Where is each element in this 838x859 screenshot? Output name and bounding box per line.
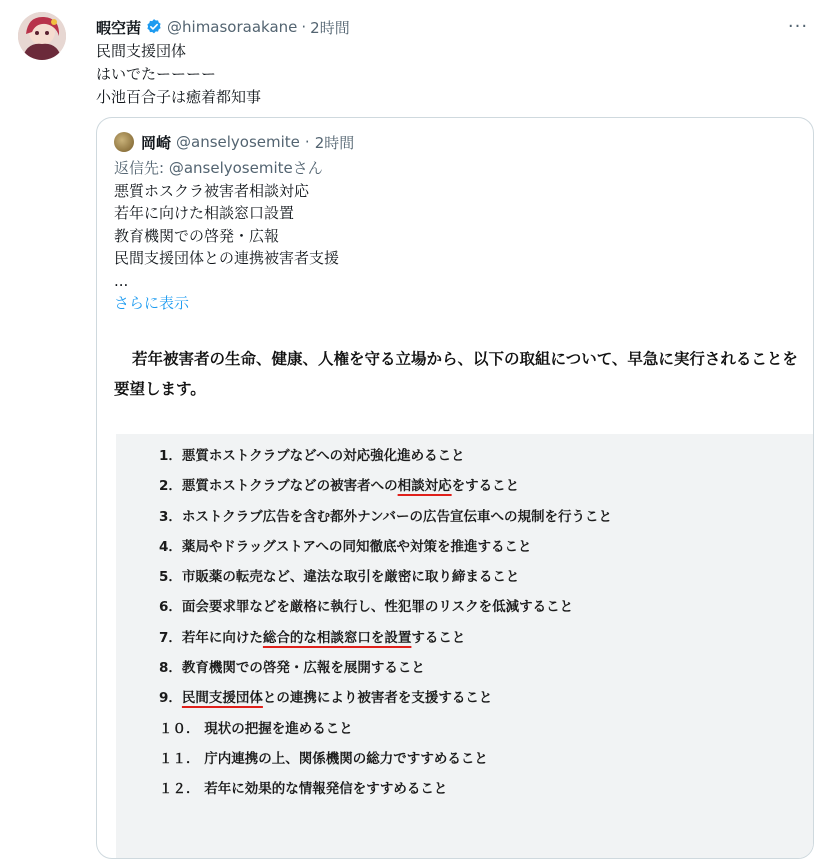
request-item-text: １０． 現状の把握を進めること — [159, 720, 353, 737]
request-item-text: 6．面会要求罪などを厳格に執行し、性犯罪のリスクを低減すること — [159, 599, 574, 616]
tweet-header — [96, 16, 350, 38]
request-list-item — [159, 562, 612, 592]
separator-dot: · — [304, 133, 310, 151]
author-display-name[interactable]: 暇空茜 — [96, 18, 142, 37]
request-list-item — [159, 744, 612, 774]
quoted-text-line: 教育機関での啓発・広報 — [114, 226, 280, 245]
reply-to-prefix: 返信先: — [114, 159, 169, 177]
quoted-tweet-timestamp: 2時間 — [314, 133, 355, 152]
underlined-phrase: 相談対応 — [397, 478, 452, 495]
show-more-link[interactable]: さらに表示 — [114, 294, 190, 312]
tweet-text-line: はいでたーーーー — [96, 65, 217, 83]
tweet-text — [96, 40, 261, 109]
quoted-author-avatar — [114, 132, 134, 152]
request-item-text: 1．悪質ホストクラブなどへの対応強化進めること — [159, 448, 465, 464]
reply-to-line — [114, 157, 339, 180]
separator-dot: · — [301, 18, 307, 36]
quoted-text-line: 悪質ホスクラ被害者相談対応 — [114, 181, 310, 200]
quoted-tweet-text — [114, 157, 339, 315]
request-list-item — [159, 502, 612, 532]
request-item-text: １２． 若年に効果的な情報発信をすすめること — [159, 781, 448, 798]
request-item-text: 3．ホストクラブ広告を含む都外ナンバーの広告宣伝車への規制を行うこと — [159, 508, 613, 525]
request-item-text: 7．若年に向けた — [159, 629, 263, 646]
request-item-text: 8．教育機関での啓発・広報を展開すること — [159, 660, 425, 677]
request-item-text: １１． 庁内連携の上、関係機関の総力ですすめること — [159, 750, 488, 767]
request-list-item — [159, 683, 612, 713]
author-avatar[interactable] — [18, 12, 66, 60]
request-list-item — [159, 471, 612, 501]
quoted-author-display-name: 岡崎 — [141, 133, 172, 152]
request-item-text: 4．薬局やドラッグストアへの同知徹底や対策を推進すること — [159, 538, 532, 555]
request-list-item — [159, 623, 612, 653]
request-list-item — [159, 774, 612, 804]
underlined-phrase: 民間支援団体 — [181, 690, 263, 707]
quoted-tweet-header — [141, 131, 354, 153]
request-list-item — [159, 532, 612, 562]
request-item-text: 9． — [159, 690, 182, 707]
request-item-text: をすること — [451, 478, 520, 495]
tweet-timestamp[interactable]: 2時間 — [310, 18, 350, 37]
request-item-text: との連携により被害者を支援すること — [262, 690, 493, 707]
request-item-text: 2．悪質ホストクラブなどの被害者への — [159, 478, 398, 495]
author-handle[interactable]: @himasoraakane — [167, 18, 298, 36]
reply-to-mention[interactable]: @anselyosemite — [168, 159, 293, 177]
tweet-text-line: 小池百合子は癒着都知事 — [96, 88, 262, 106]
quoted-author-handle: @anselyosemite — [176, 133, 300, 151]
verified-badge-icon — [145, 18, 163, 36]
request-list-item — [159, 653, 612, 683]
tweet-text-line: 民間支援団体 — [96, 42, 187, 60]
request-list-item — [159, 592, 612, 622]
request-list-item — [159, 441, 612, 471]
request-list-item — [159, 714, 612, 744]
underlined-phrase: 総合的な相談窓口を設置 — [262, 629, 412, 646]
more-horizontal-icon[interactable]: ··· — [787, 15, 809, 37]
quoted-text-ellipsis: ... — [114, 271, 129, 290]
quoted-text-line: 若年に向けた相談窓口設置 — [114, 204, 295, 222]
request-list — [159, 441, 612, 805]
request-item-text: 5．市販薬の転売など、違法な取引を厳密に取り締まること — [159, 569, 520, 586]
quoted-tweet[interactable] — [96, 117, 814, 859]
attached-image-request-list — [116, 434, 813, 859]
quoted-text-line: 民間支援団体との連携被害者支援 — [114, 249, 340, 267]
attached-image-lead-text: 若年被害者の生命、健康、人権を守る立場から、以下の取組について、早急に実行されることを要望します。 — [114, 350, 798, 398]
request-item-text: すること — [411, 629, 466, 646]
reply-to-suffix: さん — [292, 159, 323, 177]
